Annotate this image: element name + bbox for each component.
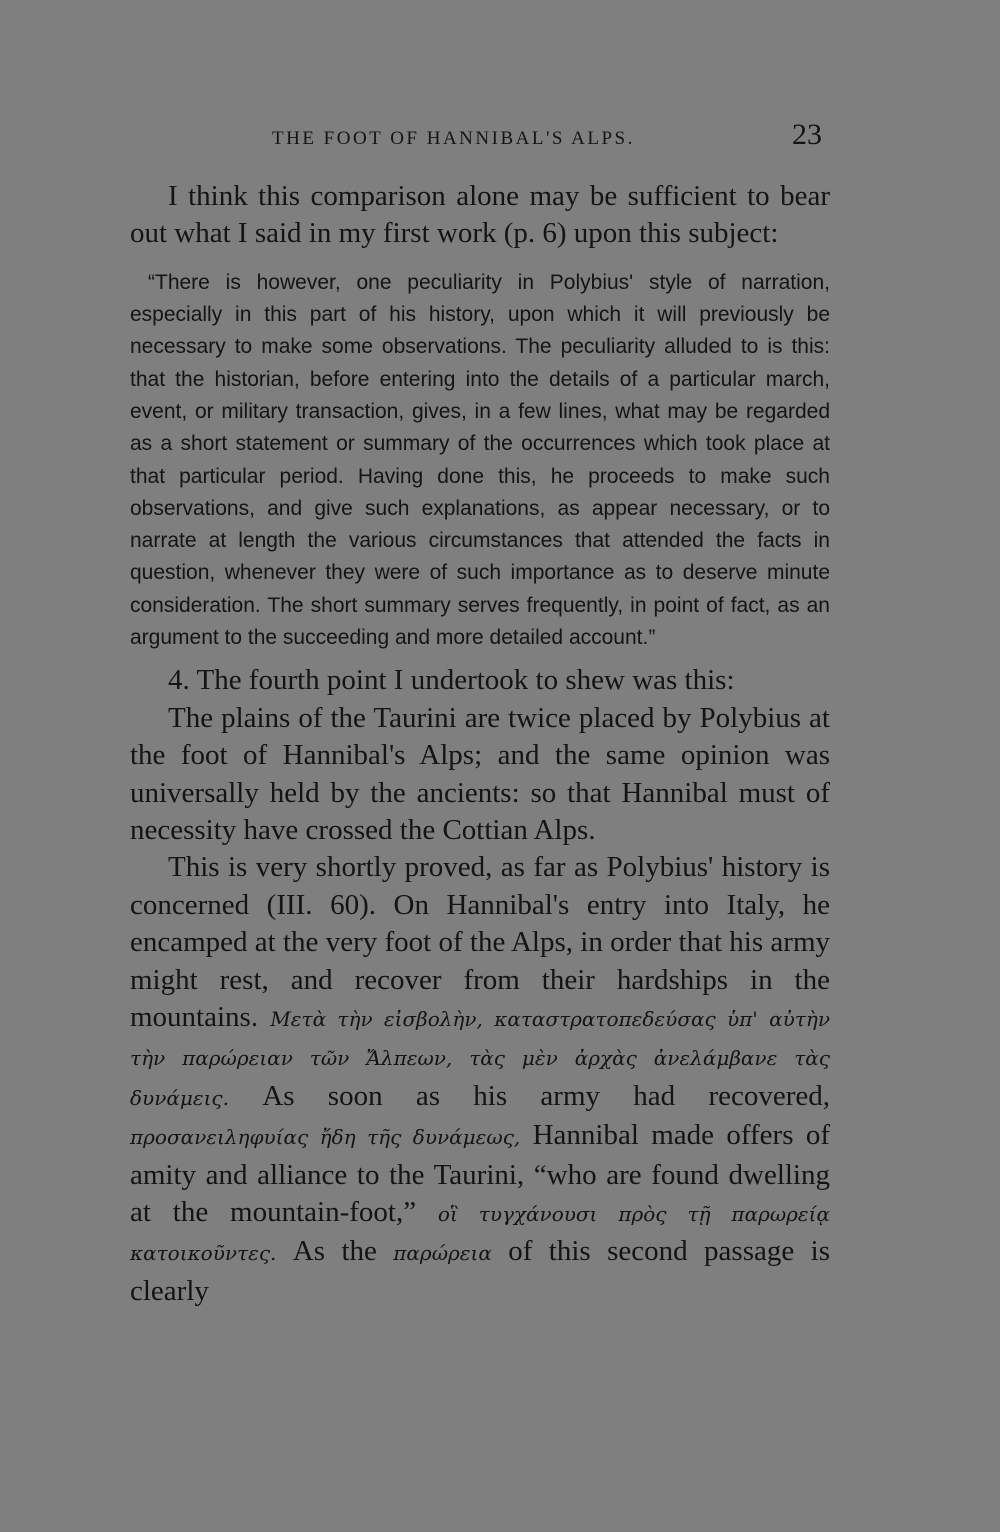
proof-text-2: As soon as his army had recovered,	[229, 1079, 830, 1112]
greek-quote-1: Μετὰ τὴν εἰσβολὴν, καταστρατοπεδεύσας ὑπ' αὐτὴν τὴν παρώρειαν τῶν Ἄλπεων, τὰς μὲν ἀρχὰς ἀνελάμβανε τὰς δυνάμεις.	[130, 1007, 830, 1110]
greek-word-parōreia: παρώρεια	[393, 1241, 492, 1266]
body-text	[130, 178, 830, 1310]
proof-text-1: This is very shortly proved, as far as Polybius' history is concerned (III. 60). On Hannibal's entry into Italy, he encamped at the very foot of the Alps, in order that his army might rest, and recover from their hardships in the mountains.	[130, 851, 830, 1034]
page-header	[130, 118, 830, 158]
proof-text-4: As the	[276, 1235, 394, 1268]
greek-quote-3: οἳ τυγχάνουσι πρὸς τῇ παρωρείᾳ κατοικοῦντες.	[130, 1202, 830, 1266]
running-head: THE FOOT OF HANNIBAL'S ALPS.	[272, 128, 635, 149]
paragraph-taurini: The plains of the Taurini are twice placed by Polybius at the foot of Hannibal's Alps; and the same opinion was universally held by the ancients: so that Hannibal must of necessity have crossed the Cottian Alps.	[130, 701, 830, 846]
proof-text-3: Hannibal made offers of amity and alliance to the Taurini, “who are found dwelling at the mountain-foot,”	[130, 1119, 830, 1229]
block-quote: “There is however, one peculiarity in Polybius' style of narration, especially in this part of his history, upon which it will previously be necessary to make some observations. The peculiarity alluded to is this: that the historian, before entering into the details of a particular march, event, or military transaction, gives, in a few lines, what may be regarded as a short statement or summary of the occurrences which took place at that particular period. Having done this, he proceeds to make such observations, and give such explanations, as appear necessary, or to narrate at length the various circumstances that attended the facts in question, whenever they were of such importance as to deserve minute consideration. The short summary serves frequently, in point of fact, as an argument to the succeeding and more detailed account.”	[130, 270, 830, 650]
greek-quote-2: προσανειληφυίας ἤδη τῆς δυνάμεως,	[130, 1125, 521, 1150]
paragraph-intro: I think this comparison alone may be sufficient to bear out what I said in my first work (p. 6) upon this subject:	[130, 180, 830, 250]
page-number: 23	[792, 118, 822, 151]
paragraph-proof	[130, 849, 830, 1310]
proof-text-5: of this second passage is clearly	[130, 1235, 830, 1307]
paragraph-point-four: 4. The fourth point I undertook to shew was this:	[168, 664, 735, 697]
